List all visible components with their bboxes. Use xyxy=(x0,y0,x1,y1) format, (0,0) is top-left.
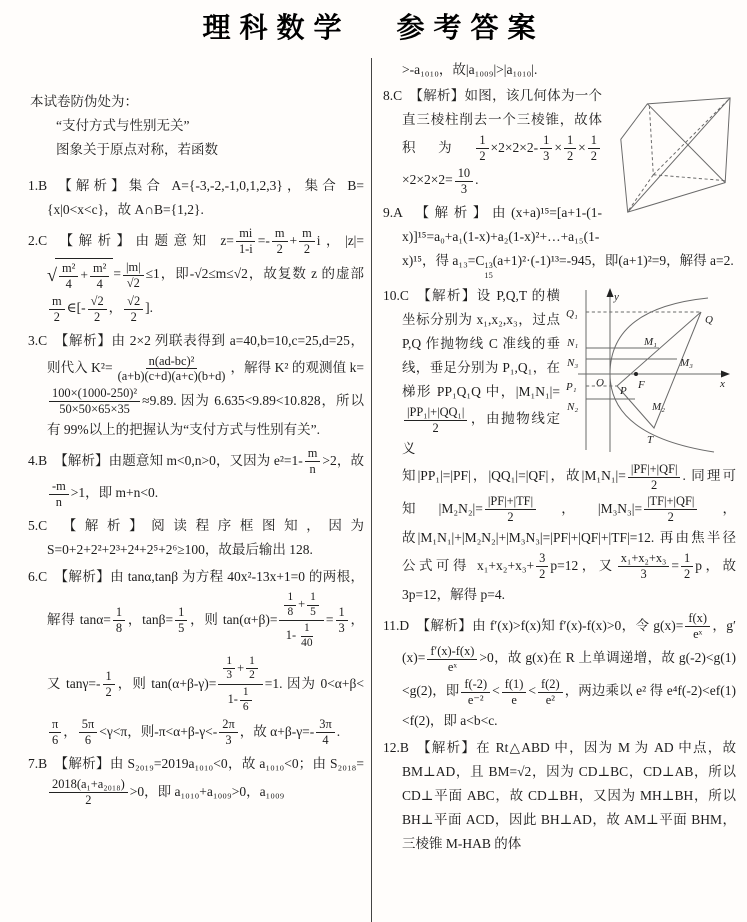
answer-item-10 xyxy=(383,284,736,607)
label-q1: Q₁ xyxy=(566,307,578,320)
prism-diagonal-1 xyxy=(628,98,730,212)
item-body: 【解析】设 P,Q,T 的横坐标分别为 x₁,x₂,x₃，过点 P,Q 作抛物线 C 准线的垂线，垂足分别为 P₁,Q₁，在梯形 PP₁Q₁Q 中，|M₁N₁|= $\frac{\text{|PP₁|+|QQ₁|}}{2}$ ，由抛物线定义知|PP₁|=|PF|，|QQ₁|=|QF|，故|M₁N₁|= $\frac{|PF|+|QF|}{2}$ . 同理可知|M₂N₂|= $\frac{|PF|+|TF|}{2}$ ，|M₃N₃|= $\frac{|TF|+|QF|}{2}$ ，故|M₁N₁|+|M₂N₂|+|M₃N₃|=|PF|+|QF|+|TF|=12. 再由焦半径公式可得 x₁+x₂+x₃+ $\frac{3}{2}$ p=12，又 $\frac{\text{x₁+x₂+x₃}}{3}$ = $\frac{1}{2}$ p，故 3p=12，解得 p=4. xyxy=(402,287,736,603)
label-p: P xyxy=(620,384,627,397)
answer-item-12 xyxy=(383,736,736,856)
item-body: 【解析】由 S₂₀₁₉=2019a₁₀₁₀<0，故 a₁₀₁₀<0；由 S₂₀₁₈= $\frac{\text{2018(a₁+a₂₀₁₈)}}{2}$ >0，即 a₁₀₁₀+a₁₀₀₉>0，a₁₀₀₉ xyxy=(47,756,364,799)
label-p1: P₁ xyxy=(566,380,577,393)
prism-hidden-edge-2 xyxy=(653,175,725,181)
label-y-axis: y xyxy=(614,290,619,303)
anti-fake-notice xyxy=(30,90,364,162)
item-number: 7.B xyxy=(28,756,48,772)
prism-diagonal-2 xyxy=(647,104,725,183)
x-axis-arrow xyxy=(721,370,730,377)
item-body: 【解析】由 tanα,tanβ 为方程 40x²-13x+1=0 的两根，解得 tanα= $\frac{1}{8}$ ，tanβ= $\frac{1}{5}$ ，则 tan(α+β)= $\frac{1}{8}$ + $\frac{1}{5}$ 1- $\frac{1}{40}$ = $\frac{1}{3}$ ，又 tanγ=- $\frac{1}{2}$ ，则 tan(α+β-γ)= $\frac{1}{3}$ + $\frac{1}{2}$ 1- $\frac{1}{6}$ =1. 因为 0<α+β< $\frac{\pi}{6}$ ， $\frac{5\pi}{6}$ <γ<π，则-π<α+β-γ<- $\frac{2\pi}{3}$ ，故 α+β-γ=- $\frac{3\pi}{4}$ . xyxy=(47,568,364,748)
y-axis-arrow xyxy=(607,288,614,297)
item-number: 9.A xyxy=(383,204,403,220)
item-number: 10.C xyxy=(383,287,409,303)
prism-hidden-edge-4 xyxy=(653,100,728,175)
item-body: 【解析】由(x+a)¹⁵=[a+1-(1-x)]¹⁵=a₀+a₁(1-x)+a₂(1-x)²+…+a₁₅(1-x)¹⁵，得 a₁₃=C 13 15 (a+1)²·(-1)¹³=-945，即(a+1)²=9，解得 a=2. xyxy=(402,204,734,281)
item-number: 11.D xyxy=(383,617,410,633)
label-n2: N₂ xyxy=(567,400,579,413)
label-f: F xyxy=(638,378,645,391)
notice-line-2: “支付方式与性别无关” xyxy=(56,118,190,134)
answer-item-9 xyxy=(383,201,736,281)
item-body: 【解析】如图，该几何体为一个直三棱柱削去一个三棱锥，故体积为 $\frac{1}{2}$ ×2×2×2- $\frac{1}{3}$ × $\frac{1}{2}$ × $\frac{1}{2}$ ×2×2×2= $\frac{10}{3}$ . xyxy=(402,88,602,196)
item-body: 【解析】阅读程序框图知，因为 S=0+2+2²+2³+2⁴+2⁵+2⁶≥100，故最后输出 128. xyxy=(47,517,364,557)
item-number: 8.C xyxy=(383,88,403,104)
item-body: 【解析】集合 A={-3,-2,-1,0,1,2,3}，集合 B={x|0<x<c}，故 A∩B={1,2}. xyxy=(47,178,364,218)
item-number: 5.C xyxy=(28,517,48,533)
answer-item-5 xyxy=(28,514,364,562)
answer-item-6 xyxy=(28,565,364,749)
item-body: 【解析】由题意知 z= $\frac{mi}{1-i}$ =- $\frac{m}{2}$ + $\frac{m}{2}$ i，|z|= √ $\frac{\text{m²}}{4}$ + $\frac{\text{m²}}{4}$ = $\frac{|m|}{√2}$ ≤1，即-√2≤m≤√2，故复数 z 的虚部 $\frac{m}{2}$ ∈[- $\frac{√2}{2}$ ， $\frac{√2}{2}$ ]. xyxy=(47,226,364,324)
answer-item-1 xyxy=(28,174,364,222)
item-number: 4.B xyxy=(28,452,48,468)
prism-hidden-edge-1 xyxy=(649,106,653,175)
parabola-figure xyxy=(564,286,736,454)
right-column xyxy=(383,58,736,922)
label-m3: M₃ xyxy=(680,356,693,369)
answer-item-7 xyxy=(28,752,364,809)
item-number: 3.C xyxy=(28,332,48,348)
item-number: 1.B xyxy=(28,178,48,194)
item-body: 【解析】由题意知 m<0,n>0，又因为 e²=1- $\frac{m}{n}$ >2，故 $\frac{-m}{n}$ >1，即 m+n<0. xyxy=(47,453,364,501)
prism-outline xyxy=(621,98,730,212)
title-subject: 理科数学 xyxy=(202,12,351,43)
item-body: 【解析】由 2×2 列联表得到 a=40,b=10,c=25,d=25，则代入 K²= $\frac{\text{n(ad-bc)²}}{(a+b)(c+d)(a+c)(b+d)}$ ，解得 K² 的观测值 k= $\frac{\text{100×(1000-250)²}}{50\times 50\times 65\times 35}$ ≈9.89. 因为 6.635<9.89<10.828，所以有 99%以上的把握认为“支付方式与性别有关”. xyxy=(47,332,364,438)
answer-item-2 xyxy=(28,225,364,325)
label-m1: M₁ xyxy=(644,335,657,348)
label-q: Q xyxy=(705,313,713,326)
label-t: T xyxy=(647,433,654,446)
label-n3: N₃ xyxy=(567,356,579,369)
answer-item-3 xyxy=(28,329,364,443)
page-title xyxy=(0,6,747,46)
parabola-curve xyxy=(610,298,714,452)
item-body: 【解析】在 Rt△ABD 中，因为 M 为 AD 中点，故 BM⊥AD，且 BM=√2，因为 CD⊥BC，CD⊥AB，所以 CD⊥平面 ABC，故 CD⊥BH，又因为 MH⊥BH，所以 BH⊥平面 ACD，因此 BH⊥AD，故 AM⊥平面 BHM，三棱锥 M-HAB 的体 xyxy=(402,739,736,851)
label-n1: N₁ xyxy=(567,336,579,349)
notice-line-3: 图象关于原点对称，若函数 xyxy=(56,142,218,158)
label-m2: M₂ xyxy=(652,400,665,413)
label-x-axis: x xyxy=(720,377,725,390)
item-number: 12.B xyxy=(383,739,409,755)
item-body: 【解析】由 f′(x)>f(x)知 f′(x)-f(x)>0，令 g(x)= $\frac{f(x)}{\text{eˣ}}$ ，g′(x)= $\frac{f'(x)-f(x)}{\text{eˣ}}$ >0，故 g(x)在 R 上单调递增，故 g(-2)<g(1)<g(2)，即 $\frac{f(-2)}{\text{e⁻²}}$ < $\frac{f(1)}{e}$ < $\frac{f(2)}{\text{e²}}$ ，两边乘以 e² 得 e⁴f(-2)<ef(1)<f(2)，即 a<b<c. xyxy=(402,611,736,728)
item-number: 6.C xyxy=(28,568,48,584)
item-number: 2.C xyxy=(28,232,48,248)
notice-line-1: 本试卷防伪处为： xyxy=(30,94,138,109)
left-column xyxy=(28,58,364,922)
title-answers: 参考答案 xyxy=(396,12,545,43)
item-7-continuation: >-a₁₀₁₀，故|a₁₀₀₉|>|a₁₀₁₀|. xyxy=(402,62,538,77)
answer-item-8 xyxy=(383,84,736,198)
label-o: O xyxy=(596,376,604,389)
answer-item-4 xyxy=(28,445,364,511)
focus-point xyxy=(634,372,638,376)
answer-item-11 xyxy=(383,610,736,732)
column-divider xyxy=(371,58,372,922)
